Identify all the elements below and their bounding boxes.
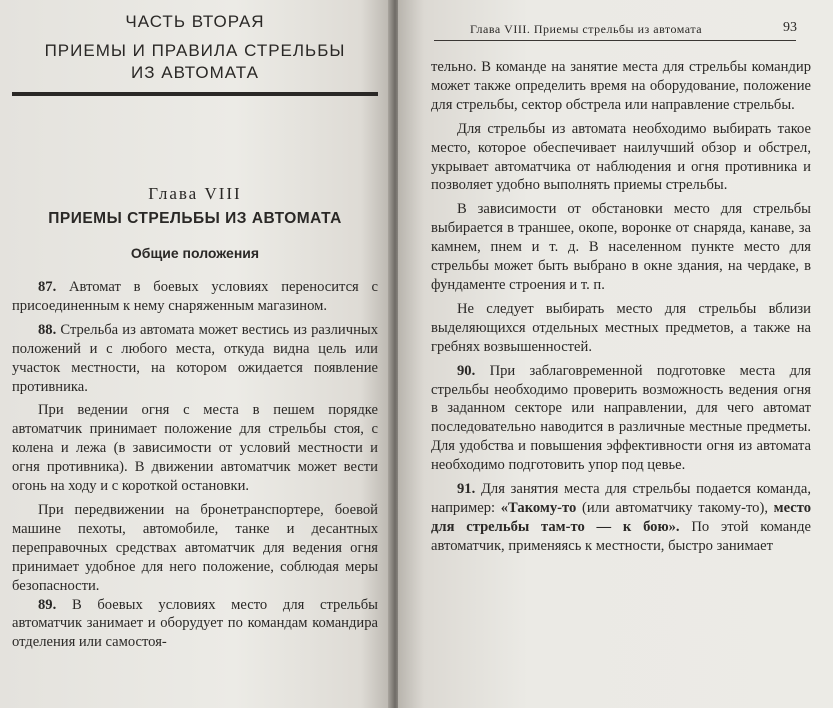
- paragraph-number: 89.: [38, 596, 57, 613]
- paragraph-89-d: Не следует выбирать место для стрельбы вблизи выделяющихся отдельных местных предметов, а также на гребнях возвышенностей.: [431, 300, 811, 355]
- paragraph-text: В боевых условиях место для стрельбы автоматчик занимает и оборудует по командам командира отделения или самостоя-: [12, 596, 378, 651]
- paragraph-87: [12, 278, 378, 316]
- command-text: место для стрельбы там-то — к бою».: [431, 499, 811, 535]
- paragraph-89-c: В зависимости от обстановки место для стрельбы выбирается в траншее, окопе, воронке от снаряда, канаве, за камнем, пнем и т. д. В населенном пункте место для стрельбы может быть выбрано в окне здания, на чердаке, в фундаменте строения и т. п.: [431, 201, 811, 293]
- chapter-label: Глава VIII: [148, 184, 242, 203]
- paragraph-88-c: При передвижении на бронетранспортере, боевой машине пехоты, автомобиле, танке и десантных переправочных средствах автоматчик для ведения огня принимает удобное для него положение, соблюдая меры безопасности.: [12, 501, 378, 594]
- paragraph-number: 90.: [457, 362, 476, 379]
- part-title: [12, 40, 378, 84]
- command-text: «Такому-то: [500, 499, 577, 516]
- paragraph-88: [12, 321, 378, 397]
- section-title: Общие положения: [130, 245, 260, 261]
- paragraph-text: Стрельба из автомата может вестись из различных положений и с любого места, откуда видна цель или участок местности, на котором ожидается появление противника.: [12, 321, 378, 395]
- paragraph-text: По этой команде автоматчик, применяясь к местности, быстро занимает: [431, 518, 811, 554]
- paragraph-89-b: Для стрельбы из автомата необходимо выбирать такое место, которое обеспечивает наилучший обзор и обстрел, укрывает автоматчика от наблюдения и огня противника и позволяет удобно выполнять приемы стрельбы.: [431, 120, 811, 194]
- paragraph-text: При заблаговременной подготовке места для стрельбы необходимо проверить возможность ведения огня в заданном секторе или направлении, для чего автомат последовательно наводится в различные местные предметы. Для удобства и повышения эффективности огня из автомата необходимо подготовить упор под цевье.: [431, 362, 811, 474]
- paragraph-89: [12, 596, 378, 653]
- left-text-column: [12, 278, 378, 652]
- paragraph-91: [431, 480, 811, 556]
- left-page: [0, 0, 392, 708]
- running-head: Глава VIII. Приемы стрельбы из автомата: [470, 22, 703, 36]
- right-text-column: [431, 58, 811, 556]
- paragraph-text: Автомат в боевых условиях переносится с присоединенным к нему снаряженным магазином.: [12, 279, 378, 314]
- paragraph-text: (или автоматчику такому-то),: [576, 499, 774, 516]
- chapter-title: ПРИЕМЫ СТРЕЛЬБЫ ИЗ АВТОМАТА: [48, 210, 342, 227]
- part-title-line-2: ИЗ АВТОМАТА: [131, 63, 259, 82]
- paragraph-number: 87.: [38, 279, 57, 295]
- right-page: [398, 0, 833, 708]
- paragraph-88-b: При ведении огня с места в пешем порядке автоматчик принимает положение для стрельбы стоя, с колена и лежа (в зависимости от условий местности и огня противника). В движении автоматчик может вести огонь на ходу и с короткой остановки.: [12, 402, 378, 495]
- paragraph-number: 88.: [38, 321, 57, 338]
- paragraph-number: 91.: [457, 481, 476, 498]
- paragraph-89-continued: тельно. В команде на занятие места для стрельбы командир может также определить время на оборудование, положение для стрельбы, сектор обстрела или направление стрельбы.: [431, 59, 811, 113]
- header-rule: [434, 40, 796, 41]
- page-number: 93: [783, 20, 797, 35]
- part-divider-rule: [12, 92, 378, 96]
- paragraph-text: Для занятия места для стрельбы подается команда, например:: [431, 481, 811, 516]
- part-title-line-1: ПРИЕМЫ И ПРАВИЛА СТРЕЛЬБЫ: [44, 41, 346, 60]
- part-label: ЧАСТЬ ВТОРАЯ: [125, 12, 265, 31]
- paragraph-90: [431, 362, 811, 475]
